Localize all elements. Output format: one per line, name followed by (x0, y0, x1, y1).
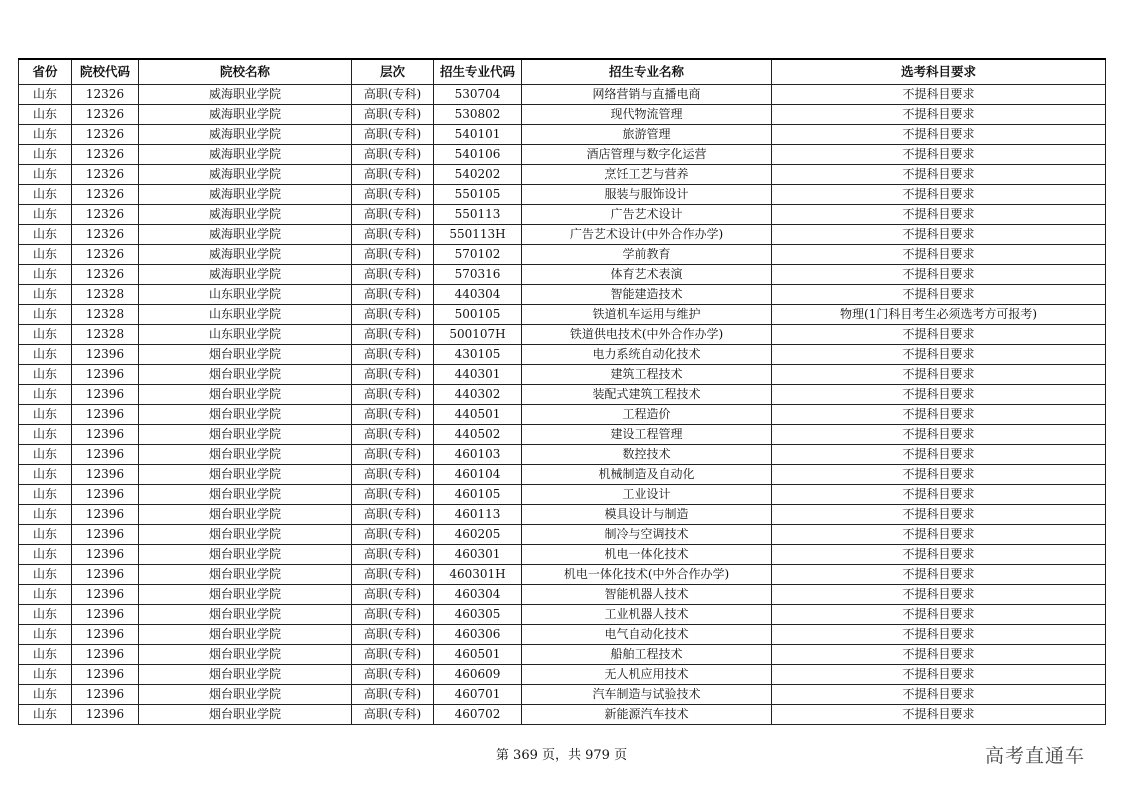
province-cell: 山东 (19, 425, 72, 445)
school-name-cell: 威海职业学院 (139, 225, 352, 245)
level-cell: 高职(专科) (352, 505, 434, 525)
major-name-cell: 装配式建筑工程技术 (522, 385, 772, 405)
school-code-cell: 12396 (72, 465, 139, 485)
province-cell: 山东 (19, 325, 72, 345)
level-cell: 高职(专科) (352, 585, 434, 605)
major-code-cell: 540202 (434, 165, 522, 185)
school-code-cell: 12326 (72, 145, 139, 165)
major-code-cell: 540101 (434, 125, 522, 145)
table-row (19, 565, 1106, 585)
table-row (19, 105, 1106, 125)
level-cell: 高职(专科) (352, 345, 434, 365)
level-cell: 高职(专科) (352, 225, 434, 245)
table-row (19, 585, 1106, 605)
table-row (19, 225, 1106, 245)
province-cell: 山东 (19, 685, 72, 705)
table-row (19, 265, 1106, 285)
subject-requirement-cell: 不提科目要求 (772, 385, 1106, 405)
school-code-cell: 12326 (72, 205, 139, 225)
school-name-cell: 烟台职业学院 (139, 605, 352, 625)
province-cell: 山东 (19, 385, 72, 405)
subject-requirement-cell: 不提科目要求 (772, 105, 1106, 125)
major-name-cell: 网络营销与直播电商 (522, 85, 772, 105)
school-name-cell: 山东职业学院 (139, 305, 352, 325)
table-row (19, 445, 1106, 465)
school-name-cell: 烟台职业学院 (139, 385, 352, 405)
subject-requirement-cell: 不提科目要求 (772, 485, 1106, 505)
major-code-cell: 440304 (434, 285, 522, 305)
level-cell: 高职(专科) (352, 285, 434, 305)
province-cell: 山东 (19, 365, 72, 385)
major-name-cell: 广告艺术设计 (522, 205, 772, 225)
school-code-cell: 12326 (72, 265, 139, 285)
school-name-cell: 烟台职业学院 (139, 465, 352, 485)
major-name-cell: 机电一体化技术(中外合作办学) (522, 565, 772, 585)
level-cell: 高职(专科) (352, 365, 434, 385)
major-code-cell: 460301 (434, 545, 522, 565)
major-code-cell: 460105 (434, 485, 522, 505)
school-name-cell: 烟台职业学院 (139, 425, 352, 445)
major-code-cell: 460702 (434, 705, 522, 725)
province-cell: 山东 (19, 605, 72, 625)
province-cell: 山东 (19, 485, 72, 505)
table-row (19, 505, 1106, 525)
table-row (19, 665, 1106, 685)
table-row (19, 685, 1106, 705)
province-cell: 山东 (19, 245, 72, 265)
school-name-cell: 烟台职业学院 (139, 645, 352, 665)
school-name-cell: 烟台职业学院 (139, 505, 352, 525)
table-row (19, 305, 1106, 325)
table-row (19, 125, 1106, 145)
header-subject-requirement: 选考科目要求 (772, 59, 1106, 85)
school-code-cell: 12396 (72, 645, 139, 665)
table-body (19, 85, 1106, 725)
level-cell: 高职(专科) (352, 185, 434, 205)
school-code-cell: 12396 (72, 665, 139, 685)
school-code-cell: 12396 (72, 525, 139, 545)
major-name-cell: 工程造价 (522, 405, 772, 425)
major-name-cell: 工业设计 (522, 485, 772, 505)
school-code-cell: 12328 (72, 305, 139, 325)
school-code-cell: 12396 (72, 345, 139, 365)
table-row (19, 245, 1106, 265)
province-cell: 山东 (19, 305, 72, 325)
subject-requirement-cell: 不提科目要求 (772, 85, 1106, 105)
major-code-cell: 440301 (434, 365, 522, 385)
province-cell: 山东 (19, 225, 72, 245)
province-cell: 山东 (19, 285, 72, 305)
province-cell: 山东 (19, 705, 72, 725)
table-row (19, 405, 1106, 425)
school-code-cell: 12396 (72, 625, 139, 645)
province-cell: 山东 (19, 345, 72, 365)
table-row (19, 345, 1106, 365)
level-cell: 高职(专科) (352, 685, 434, 705)
level-cell: 高职(专科) (352, 425, 434, 445)
level-cell: 高职(专科) (352, 565, 434, 585)
level-cell: 高职(专科) (352, 205, 434, 225)
province-cell: 山东 (19, 465, 72, 485)
major-code-cell: 460205 (434, 525, 522, 545)
major-name-cell: 智能机器人技术 (522, 585, 772, 605)
major-name-cell: 无人机应用技术 (522, 665, 772, 685)
school-code-cell: 12396 (72, 365, 139, 385)
school-name-cell: 烟台职业学院 (139, 665, 352, 685)
school-code-cell: 12396 (72, 445, 139, 465)
school-code-cell: 12326 (72, 245, 139, 265)
major-code-cell: 550105 (434, 185, 522, 205)
province-cell: 山东 (19, 145, 72, 165)
subject-requirement-cell: 不提科目要求 (772, 225, 1106, 245)
level-cell: 高职(专科) (352, 145, 434, 165)
province-cell: 山东 (19, 565, 72, 585)
school-name-cell: 烟台职业学院 (139, 405, 352, 425)
school-name-cell: 威海职业学院 (139, 205, 352, 225)
province-cell: 山东 (19, 185, 72, 205)
subject-requirement-cell: 不提科目要求 (772, 685, 1106, 705)
level-cell: 高职(专科) (352, 125, 434, 145)
major-code-cell: 460609 (434, 665, 522, 685)
subject-requirement-cell: 不提科目要求 (772, 145, 1106, 165)
province-cell: 山东 (19, 525, 72, 545)
subject-requirement-cell: 不提科目要求 (772, 245, 1106, 265)
subject-requirement-cell: 不提科目要求 (772, 645, 1106, 665)
major-name-cell: 模具设计与制造 (522, 505, 772, 525)
major-name-cell: 机电一体化技术 (522, 545, 772, 565)
school-code-cell: 12326 (72, 185, 139, 205)
school-code-cell: 12396 (72, 565, 139, 585)
major-name-cell: 学前教育 (522, 245, 772, 265)
subject-requirement-cell: 不提科目要求 (772, 705, 1106, 725)
school-name-cell: 烟台职业学院 (139, 685, 352, 705)
major-name-cell: 广告艺术设计(中外合作办学) (522, 225, 772, 245)
major-name-cell: 现代物流管理 (522, 105, 772, 125)
school-name-cell: 烟台职业学院 (139, 345, 352, 365)
subject-requirement-cell: 不提科目要求 (772, 505, 1106, 525)
major-code-cell: 570316 (434, 265, 522, 285)
header-province: 省份 (19, 59, 72, 85)
table-row (19, 205, 1106, 225)
subject-requirement-cell: 不提科目要求 (772, 125, 1106, 145)
subject-requirement-cell: 不提科目要求 (772, 625, 1106, 645)
school-name-cell: 烟台职业学院 (139, 585, 352, 605)
major-name-cell: 酒店管理与数字化运营 (522, 145, 772, 165)
subject-requirement-cell: 不提科目要求 (772, 525, 1106, 545)
school-code-cell: 12396 (72, 485, 139, 505)
table-row (19, 145, 1106, 165)
major-code-cell: 460301H (434, 565, 522, 585)
school-name-cell: 烟台职业学院 (139, 705, 352, 725)
school-code-cell: 12328 (72, 285, 139, 305)
subject-requirement-cell: 不提科目要求 (772, 605, 1106, 625)
watermark-logo: 高考直通车 (985, 745, 1086, 767)
major-code-cell: 530704 (434, 85, 522, 105)
province-cell: 山东 (19, 405, 72, 425)
level-cell: 高职(专科) (352, 705, 434, 725)
major-code-cell: 460113 (434, 505, 522, 525)
level-cell: 高职(专科) (352, 485, 434, 505)
header-school-code: 院校代码 (72, 59, 139, 85)
subject-requirement-cell: 不提科目要求 (772, 585, 1106, 605)
subject-requirement-cell: 不提科目要求 (772, 185, 1106, 205)
level-cell: 高职(专科) (352, 265, 434, 285)
major-code-cell: 460305 (434, 605, 522, 625)
province-cell: 山东 (19, 625, 72, 645)
table-row (19, 485, 1106, 505)
table-row (19, 385, 1106, 405)
school-code-cell: 12326 (72, 125, 139, 145)
subject-requirement-cell: 不提科目要求 (772, 545, 1106, 565)
header-school-name: 院校名称 (139, 59, 352, 85)
table-row (19, 645, 1106, 665)
subject-requirement-cell: 不提科目要求 (772, 465, 1106, 485)
header-level: 层次 (352, 59, 434, 85)
level-cell: 高职(专科) (352, 605, 434, 625)
table-row (19, 85, 1106, 105)
subject-requirement-cell: 不提科目要求 (772, 265, 1106, 285)
subject-requirement-cell: 不提科目要求 (772, 165, 1106, 185)
major-code-cell: 440502 (434, 425, 522, 445)
major-code-cell: 530802 (434, 105, 522, 125)
province-cell: 山东 (19, 445, 72, 465)
school-code-cell: 12326 (72, 165, 139, 185)
major-code-cell: 460306 (434, 625, 522, 645)
school-name-cell: 威海职业学院 (139, 265, 352, 285)
major-code-cell: 460104 (434, 465, 522, 485)
table-row (19, 185, 1106, 205)
major-name-cell: 汽车制造与试验技术 (522, 685, 772, 705)
school-code-cell: 12326 (72, 225, 139, 245)
table-row (19, 325, 1106, 345)
school-name-cell: 烟台职业学院 (139, 485, 352, 505)
province-cell: 山东 (19, 265, 72, 285)
school-code-cell: 12396 (72, 405, 139, 425)
table-row (19, 425, 1106, 445)
subject-requirement-cell: 不提科目要求 (772, 325, 1106, 345)
level-cell: 高职(专科) (352, 625, 434, 645)
school-code-cell: 12396 (72, 585, 139, 605)
major-code-cell: 460103 (434, 445, 522, 465)
province-cell: 山东 (19, 585, 72, 605)
major-code-cell: 440302 (434, 385, 522, 405)
school-code-cell: 12396 (72, 705, 139, 725)
major-name-cell: 新能源汽车技术 (522, 705, 772, 725)
school-code-cell: 12396 (72, 505, 139, 525)
level-cell: 高职(专科) (352, 165, 434, 185)
subject-requirement-cell: 不提科目要求 (772, 425, 1106, 445)
school-name-cell: 山东职业学院 (139, 285, 352, 305)
level-cell: 高职(专科) (352, 385, 434, 405)
major-name-cell: 工业机器人技术 (522, 605, 772, 625)
major-name-cell: 电力系统自动化技术 (522, 345, 772, 365)
major-name-cell: 烹饪工艺与营养 (522, 165, 772, 185)
major-code-cell: 570102 (434, 245, 522, 265)
school-code-cell: 12396 (72, 605, 139, 625)
table-row (19, 625, 1106, 645)
school-name-cell: 威海职业学院 (139, 145, 352, 165)
level-cell: 高职(专科) (352, 545, 434, 565)
province-cell: 山东 (19, 645, 72, 665)
major-name-cell: 铁道机车运用与维护 (522, 305, 772, 325)
school-name-cell: 威海职业学院 (139, 105, 352, 125)
level-cell: 高职(专科) (352, 405, 434, 425)
major-name-cell: 智能建造技术 (522, 285, 772, 305)
major-code-cell: 550113 (434, 205, 522, 225)
level-cell: 高职(专科) (352, 665, 434, 685)
table-row (19, 605, 1106, 625)
major-code-cell: 440501 (434, 405, 522, 425)
province-cell: 山东 (19, 665, 72, 685)
major-code-cell: 460501 (434, 645, 522, 665)
school-name-cell: 烟台职业学院 (139, 525, 352, 545)
major-code-cell: 500105 (434, 305, 522, 325)
subject-requirement-cell: 物理(1门科目考生必须选考方可报考) (772, 305, 1106, 325)
province-cell: 山东 (19, 545, 72, 565)
province-cell: 山东 (19, 105, 72, 125)
major-name-cell: 制冷与空调技术 (522, 525, 772, 545)
subject-requirement-cell: 不提科目要求 (772, 565, 1106, 585)
province-cell: 山东 (19, 85, 72, 105)
table-row (19, 545, 1106, 565)
subject-requirement-cell: 不提科目要求 (772, 365, 1106, 385)
subject-requirement-cell: 不提科目要求 (772, 405, 1106, 425)
school-code-cell: 12328 (72, 325, 139, 345)
subject-requirement-cell: 不提科目要求 (772, 345, 1106, 365)
major-name-cell: 体育艺术表演 (522, 265, 772, 285)
school-code-cell: 12396 (72, 545, 139, 565)
school-name-cell: 威海职业学院 (139, 125, 352, 145)
table-row (19, 165, 1106, 185)
major-code-cell: 460701 (434, 685, 522, 705)
admission-table (18, 58, 1106, 725)
school-name-cell: 烟台职业学院 (139, 545, 352, 565)
major-code-cell: 540106 (434, 145, 522, 165)
major-name-cell: 旅游管理 (522, 125, 772, 145)
table-header-row (19, 59, 1106, 85)
major-code-cell: 460304 (434, 585, 522, 605)
major-code-cell: 500107H (434, 325, 522, 345)
table-row (19, 365, 1106, 385)
province-cell: 山东 (19, 205, 72, 225)
major-name-cell: 建设工程管理 (522, 425, 772, 445)
header-major-name: 招生专业名称 (522, 59, 772, 85)
major-code-cell: 430105 (434, 345, 522, 365)
major-code-cell: 550113H (434, 225, 522, 245)
level-cell: 高职(专科) (352, 245, 434, 265)
page-number: 第 369 页，共 979 页 (495, 748, 628, 763)
subject-requirement-cell: 不提科目要求 (772, 445, 1106, 465)
school-name-cell: 威海职业学院 (139, 85, 352, 105)
subject-requirement-cell: 不提科目要求 (772, 205, 1106, 225)
school-name-cell: 烟台职业学院 (139, 625, 352, 645)
school-code-cell: 12326 (72, 85, 139, 105)
major-name-cell: 电气自动化技术 (522, 625, 772, 645)
level-cell: 高职(专科) (352, 305, 434, 325)
subject-requirement-cell: 不提科目要求 (772, 285, 1106, 305)
header-major-code: 招生专业代码 (434, 59, 522, 85)
province-cell: 山东 (19, 165, 72, 185)
table-row (19, 525, 1106, 545)
province-cell: 山东 (19, 125, 72, 145)
major-name-cell: 数控技术 (522, 445, 772, 465)
school-name-cell: 烟台职业学院 (139, 565, 352, 585)
level-cell: 高职(专科) (352, 325, 434, 345)
major-name-cell: 船舶工程技术 (522, 645, 772, 665)
school-code-cell: 12396 (72, 385, 139, 405)
level-cell: 高职(专科) (352, 85, 434, 105)
level-cell: 高职(专科) (352, 105, 434, 125)
table-row (19, 285, 1106, 305)
school-name-cell: 威海职业学院 (139, 165, 352, 185)
school-name-cell: 烟台职业学院 (139, 445, 352, 465)
level-cell: 高职(专科) (352, 445, 434, 465)
table-row (19, 705, 1106, 725)
school-name-cell: 威海职业学院 (139, 245, 352, 265)
school-code-cell: 12396 (72, 425, 139, 445)
level-cell: 高职(专科) (352, 525, 434, 545)
major-name-cell: 建筑工程技术 (522, 365, 772, 385)
province-cell: 山东 (19, 505, 72, 525)
school-code-cell: 12396 (72, 685, 139, 705)
major-name-cell: 机械制造及自动化 (522, 465, 772, 485)
table-row (19, 465, 1106, 485)
school-name-cell: 山东职业学院 (139, 325, 352, 345)
level-cell: 高职(专科) (352, 645, 434, 665)
major-name-cell: 服装与服饰设计 (522, 185, 772, 205)
school-name-cell: 威海职业学院 (139, 185, 352, 205)
level-cell: 高职(专科) (352, 465, 434, 485)
major-name-cell: 铁道供电技术(中外合作办学) (522, 325, 772, 345)
school-code-cell: 12326 (72, 105, 139, 125)
subject-requirement-cell: 不提科目要求 (772, 665, 1106, 685)
school-name-cell: 烟台职业学院 (139, 365, 352, 385)
